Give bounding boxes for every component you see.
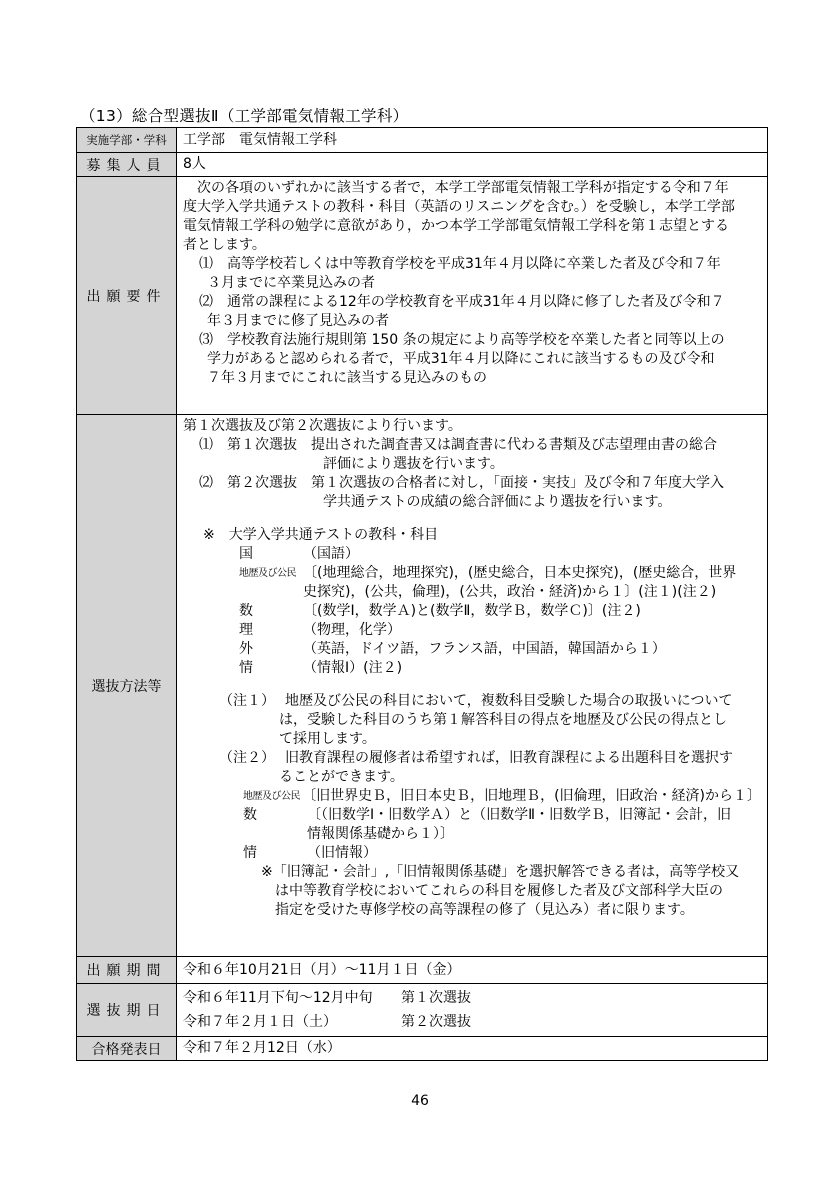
requirement-line: 高等学校若しくは中等教育学校を平成31年４月以降に卒業した者及び令和７年 bbox=[227, 256, 721, 272]
stage-name: 第１次選抜 bbox=[227, 437, 297, 453]
subject-value: （英語，ドイツ語，フランス語，中国語，韓国語から１） bbox=[303, 641, 666, 657]
note-mark: （注１） bbox=[219, 693, 275, 709]
old-subjects-list bbox=[183, 787, 761, 863]
capacity-label: 募集人員 bbox=[77, 153, 177, 177]
note-line: 旧教育課程の履修者は希望すれば，旧教育課程による出題科目を選択す bbox=[285, 750, 733, 766]
note-1 bbox=[219, 692, 761, 711]
row-requirements bbox=[77, 177, 768, 415]
note-line: て採用します。 bbox=[279, 731, 376, 747]
subject-key: 数 bbox=[239, 603, 253, 619]
subject-value: （物理，化学） bbox=[303, 622, 401, 638]
subject-row bbox=[237, 640, 761, 659]
subject-key: 理 bbox=[239, 622, 253, 638]
selection-dates-content bbox=[177, 984, 768, 1037]
final-note-line: ※「旧簿記・会計」,「旧情報関係基礎」を選択解答できる者は，高等学校又 bbox=[261, 864, 740, 880]
faculty-label: 実施学部・学科 bbox=[77, 128, 177, 153]
application-period-label: 出願期間 bbox=[77, 957, 177, 984]
subjects-list bbox=[183, 545, 761, 678]
note-2 bbox=[219, 749, 761, 768]
selection-label: 選抜方法等 bbox=[77, 415, 177, 957]
note-mark: （注２） bbox=[219, 750, 275, 766]
subjects-title: ※ 大学入学共通テストの教科・科目 bbox=[203, 527, 439, 543]
capacity-value: 8人 bbox=[177, 153, 768, 177]
selection-date: 令和７年２月１日（土） bbox=[183, 1014, 337, 1030]
requirement-line: ３月までに卒業見込みの者 bbox=[207, 275, 375, 291]
requirements-intro-line: 電気情報工学科の勉学に意欲があり，かつ本学工学部電気情報工学科を第１志望とする bbox=[183, 218, 729, 234]
row-selection bbox=[77, 415, 768, 957]
admission-table bbox=[76, 127, 768, 1061]
stage-line: 評価により選抜を行います。 bbox=[323, 456, 504, 472]
subject-row-cont bbox=[237, 583, 761, 602]
subject-value: 〔(数学Ⅰ，数学Ａ)と(数学Ⅱ，数学Ｂ，数学Ｃ)〕(注２) bbox=[303, 603, 641, 619]
note-line: は，受験した科目のうち第１解答科目の得点を地歴及び公民の得点とし bbox=[279, 712, 727, 728]
subject-key: 地歴及び公民 bbox=[239, 568, 296, 579]
stage-2 bbox=[183, 474, 761, 512]
requirements-intro-line: 者とします。 bbox=[183, 237, 266, 253]
requirement-line: ７年３月までにこれに該当する見込みのもの bbox=[207, 370, 487, 386]
requirements-content bbox=[177, 177, 768, 415]
requirements-intro-line: 度大学入学共通テストの教科・科目（英語のリスニングを含む。）を受験し，本学工学部 bbox=[183, 199, 735, 215]
stage-num: ⑴ bbox=[199, 437, 213, 453]
selection-dates-label: 選抜期日 bbox=[77, 984, 177, 1037]
old-subject-row-cont bbox=[241, 825, 761, 844]
announcement-label: 合格発表日 bbox=[77, 1037, 177, 1061]
requirement-num: ⑴ bbox=[199, 256, 213, 272]
requirement-num: ⑶ bbox=[199, 332, 213, 348]
requirements-intro-line: 次の各項のいずれかに該当する者で，本学工学部電気情報工学科が指定する令和７年 bbox=[197, 180, 729, 196]
stage-1 bbox=[183, 436, 761, 474]
old-subject-row bbox=[241, 787, 761, 806]
requirement-line: 学校教育法施行規則第 150 条の規定により高等学校を卒業した者と同等以上の bbox=[227, 332, 725, 348]
subject-key: 数 bbox=[243, 807, 257, 823]
selection-stage: 第１次選抜 bbox=[401, 990, 471, 1006]
subject-value: 情報関係基礎から１）〕 bbox=[307, 826, 454, 842]
subject-value: （国語） bbox=[303, 546, 359, 562]
selection-stage: 第２次選抜 bbox=[401, 1014, 471, 1030]
requirement-item-1 bbox=[183, 255, 761, 293]
stage-line: 第１次選抜の合格者に対し，「面接・実技」及び令和７年度大学入 bbox=[311, 475, 724, 491]
note-line: 地歴及び公民の科目において，複数科目受験した場合の取扱いについて bbox=[285, 693, 733, 709]
subject-key: 外 bbox=[239, 641, 253, 657]
stage-name: 第２次選抜 bbox=[227, 475, 297, 491]
row-selection-dates bbox=[77, 984, 768, 1037]
subject-key: 国 bbox=[239, 546, 253, 562]
requirement-item-3 bbox=[183, 331, 761, 388]
subject-row bbox=[237, 564, 761, 583]
subject-key: 地歴及び公民 bbox=[243, 791, 300, 802]
requirement-line: 学力があると認められる者で，平成31年４月以降にこれに該当するもの及び令和 bbox=[207, 351, 715, 367]
requirement-line: 年３月までに修了見込みの者 bbox=[207, 313, 389, 329]
notes bbox=[183, 692, 761, 787]
subject-value: 〔(地理総合，地理探究)，(歴史総合，日本史探究)，(歴史総合，世界 bbox=[303, 565, 737, 581]
row-announcement bbox=[77, 1037, 768, 1061]
stage-num: ⑵ bbox=[199, 475, 213, 491]
selection-date-line bbox=[183, 986, 761, 1010]
stage-line: 学共通テストの成績の総合評価により選抜を行います。 bbox=[323, 494, 672, 510]
selection-date: 令和６年11月下旬～12月中旬 bbox=[183, 990, 373, 1006]
selection-date-line bbox=[183, 1010, 761, 1034]
page-number: 46 bbox=[411, 1093, 429, 1109]
subject-row bbox=[237, 659, 761, 678]
row-capacity bbox=[77, 153, 768, 177]
subject-row bbox=[237, 621, 761, 640]
row-faculty bbox=[77, 128, 768, 153]
subject-key: 情 bbox=[239, 660, 253, 676]
subject-value: 〔旧世界史Ｂ，旧日本史Ｂ，旧地理Ｂ，(旧倫理，旧政治・経済)から１〕 bbox=[302, 788, 761, 804]
section-title: （13）総合型選抜Ⅱ（工学部電気情報工学科） bbox=[80, 107, 409, 125]
final-note-line: は中等教育学校においてこれらの科目を履修した者及び文部科学大臣の bbox=[275, 883, 723, 899]
announcement-value: 令和７年２月12日（水） bbox=[177, 1037, 768, 1061]
stage-line: 提出された調査書又は調査書に代わる書類及び志望理由書の総合 bbox=[311, 437, 717, 453]
old-subject-row bbox=[241, 806, 761, 825]
subject-value: 〔（旧数学Ⅰ・旧数学Ａ）と（旧数学Ⅱ・旧数学Ｂ，旧簿記・会計，旧 bbox=[307, 807, 732, 823]
subject-value: 史探究)，(公共，倫理)，(公共，政治・経済)から１〕(注１)(注２) bbox=[303, 584, 717, 600]
subject-value: （旧情報） bbox=[307, 845, 377, 861]
selection-content bbox=[177, 415, 768, 957]
final-note bbox=[183, 863, 761, 920]
final-note-line: 指定を受けた専修学校の高等課程の修了（見込み）者に限ります。 bbox=[275, 902, 694, 918]
faculty-value: 工学部 電気情報工学科 bbox=[177, 128, 768, 153]
subject-value: （情報Ⅰ）(注２) bbox=[303, 660, 403, 676]
requirement-num: ⑵ bbox=[199, 294, 213, 310]
selection-intro: 第１次選抜及び第２次選抜により行います。 bbox=[183, 418, 462, 434]
subject-row bbox=[237, 545, 761, 564]
requirement-line: 通常の課程による12年の学校教育を平成31年４月以降に修了した者及び令和７ bbox=[227, 294, 725, 310]
note-line: ることができます。 bbox=[279, 769, 404, 785]
application-period-value: 令和６年10月21日（月）～11月１日（金） bbox=[177, 957, 768, 984]
row-application-period bbox=[77, 957, 768, 984]
old-subject-row bbox=[241, 844, 761, 863]
requirement-item-2 bbox=[183, 293, 761, 331]
subject-key: 情 bbox=[243, 845, 257, 861]
requirements-label: 出願要件 bbox=[77, 177, 177, 415]
subject-row bbox=[237, 602, 761, 621]
